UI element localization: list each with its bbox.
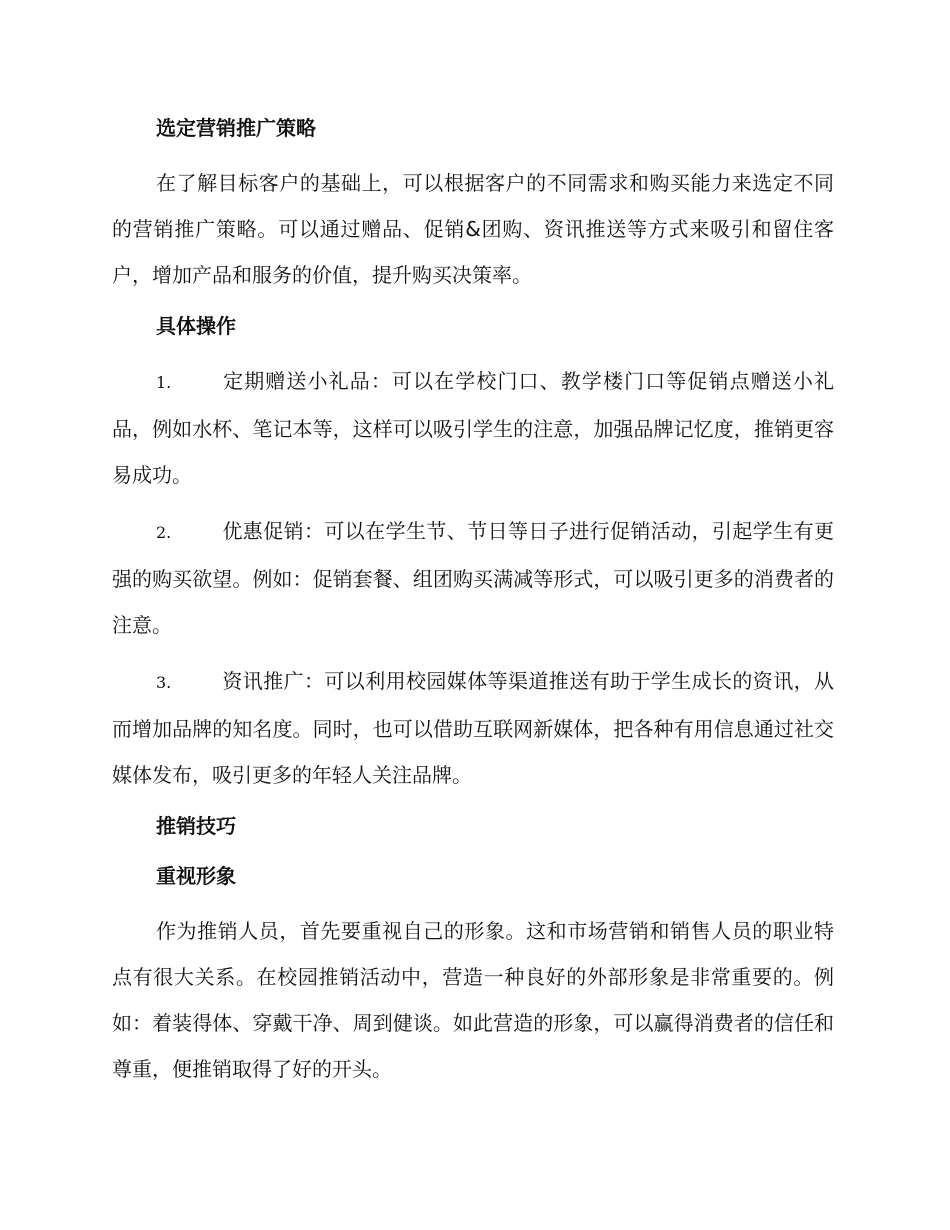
section-heading-techniques: 推销技巧	[156, 814, 236, 838]
list-text: 定期赠送小礼品：可以在学校门口、教学楼门口等促销点赠送小礼品，例如水杯、笔记本等，这样可以吸引学生的注意，加强品牌记忆度，推销更容易成功。	[112, 369, 834, 487]
list-number: 1.	[156, 373, 172, 392]
section-heading-operations: 具体操作	[156, 314, 236, 338]
list-text: 优惠促销：可以在学生节、节日等日子进行促销活动，引起学生有更强的购买欲望。例如：促销套餐、组团购买满减等形式，可以吸引更多的消费者的注意。	[112, 519, 834, 637]
list-number: 2.	[156, 523, 172, 542]
paragraph-image: 作为推销人员，首先要重视自己的形象。这和市场营销和销售人员的职业特点有很大关系。在校园推销活动中，营造一种良好的外部形象是非常重要的。例如：着装得体、穿戴干净、周到健谈。如此营造的形象，可以赢得消费者的信任和尊重，便推销取得了好的开头。	[112, 919, 834, 1081]
list-text: 资讯推广：可以利用校园媒体等渠道推送有助于学生成长的资讯，从而增加品牌的知名度。同时，也可以借助互联网新媒体，把各种有用信息通过社交媒体发布，吸引更多的年轻人关注品牌。	[112, 669, 834, 787]
paragraph-strategy: 在了解目标客户的基础上，可以根据客户的不同需求和购买能力来选定不同的营销推广策略。可以通过赠品、促销&团购、资讯推送等方式来吸引和留住客户，增加产品和服务的价值，提升购买决策率。	[112, 171, 834, 287]
list-item	[112, 358, 834, 498]
list-item	[112, 508, 834, 648]
list-item	[112, 658, 834, 798]
document-body	[112, 110, 834, 1102]
list-number: 3.	[156, 673, 172, 692]
section-heading-strategy: 选定营销推广策略	[156, 116, 316, 140]
section-heading-image: 重视形象	[156, 864, 236, 888]
